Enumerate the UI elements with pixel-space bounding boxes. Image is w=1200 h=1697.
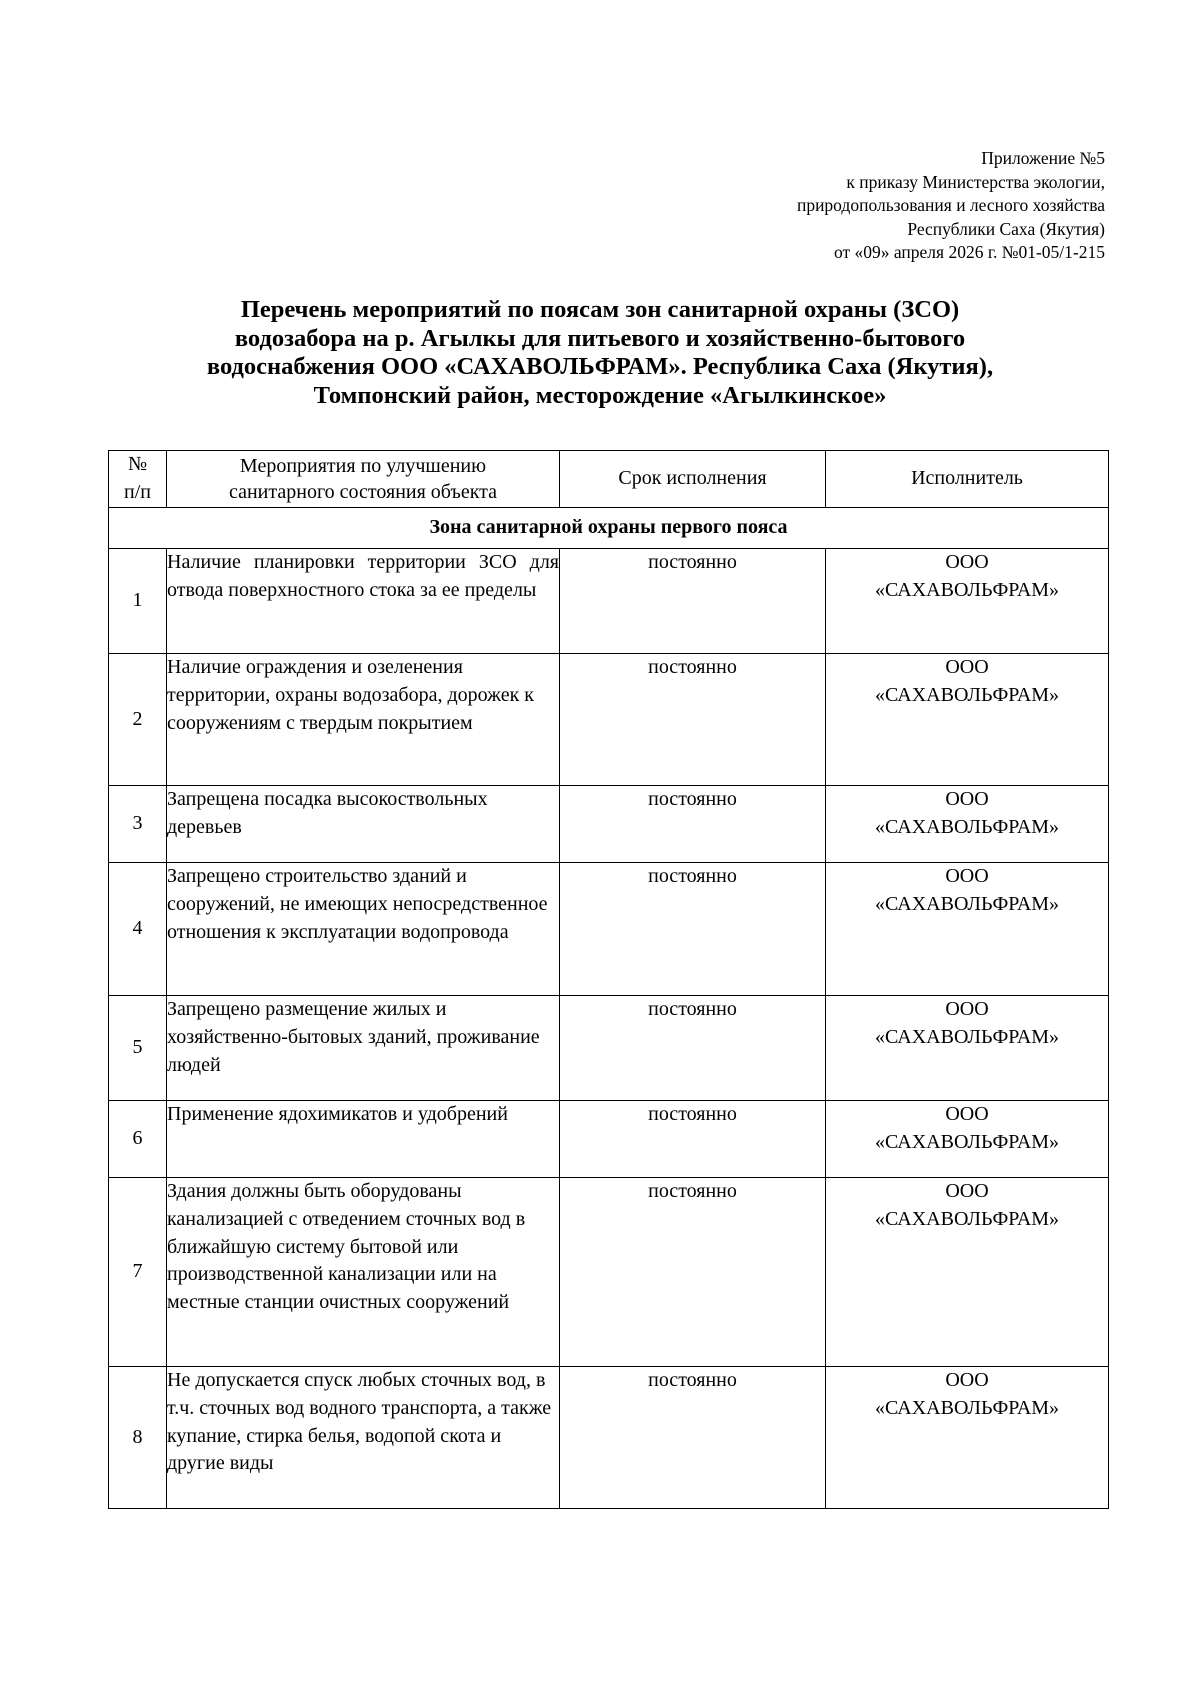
row-term: постоянно bbox=[560, 863, 826, 996]
row-number: 7 bbox=[109, 1178, 167, 1367]
row-executor: ООО «САХАВОЛЬФРАМ» bbox=[826, 786, 1109, 863]
zone-title: Зона санитарной охраны первого пояса bbox=[109, 508, 1109, 549]
table-row bbox=[109, 1101, 1109, 1178]
row-executor: ООО «САХАВОЛЬФРАМ» bbox=[826, 1367, 1109, 1509]
row-number: 8 bbox=[109, 1367, 167, 1509]
row-measure: Здания должны быть оборудованы канализацией с отведением сточных вод в ближайшую систему бытовой или производственной канализации или на местные станции очистных сооружений bbox=[167, 1178, 560, 1367]
header-num: № п/п bbox=[109, 451, 167, 508]
appendix-line: от «09» апреля 2026 г. №01-05/1-215 bbox=[833, 242, 1105, 262]
row-executor: ООО «САХАВОЛЬФРАМ» bbox=[826, 549, 1109, 654]
appendix-line: к приказу Министерства экологии, bbox=[846, 171, 1105, 192]
table-row bbox=[109, 1367, 1109, 1509]
table-row bbox=[109, 863, 1109, 996]
appendix-block bbox=[797, 147, 1105, 265]
row-number: 5 bbox=[109, 996, 167, 1101]
table-row bbox=[109, 786, 1109, 863]
row-term: постоянно bbox=[560, 996, 826, 1101]
row-number: 1 bbox=[109, 549, 167, 654]
row-executor: ООО «САХАВОЛЬФРАМ» bbox=[826, 863, 1109, 996]
appendix-line: Приложение №5 bbox=[981, 148, 1105, 168]
row-term: постоянно bbox=[560, 549, 826, 654]
row-measure: Не допускается спуск любых сточных вод, в т.ч. сточных вод водного транспорта, а также купание, стирка белья, водопой скота и другие виды bbox=[167, 1367, 560, 1509]
appendix-line: природопользования и лесного хозяйства bbox=[796, 195, 1105, 215]
row-term: постоянно bbox=[560, 1178, 826, 1367]
row-measure: Запрещено размещение жилых и хозяйственно-бытовых зданий, проживание людей bbox=[167, 996, 560, 1101]
table-row bbox=[109, 549, 1109, 654]
row-measure: Запрещено строительство зданий и сооружений, не имеющих непосредственное отношения к эксплуатации водопровода bbox=[167, 863, 560, 996]
row-measure: Запрещена посадка высокоствольных деревьев bbox=[167, 786, 560, 863]
title-line: Томпонский район, месторождение «Агылкинское» bbox=[313, 381, 887, 409]
title-line: водоснабжения ООО «САХАВОЛЬФРАМ». Республика Саха (Якутия), bbox=[206, 353, 994, 380]
row-measure: Применение ядохимикатов и удобрений bbox=[167, 1101, 560, 1178]
row-number: 3 bbox=[109, 786, 167, 863]
header-executor: Исполнитель bbox=[826, 451, 1109, 508]
header-term: Срок исполнения bbox=[560, 451, 826, 508]
row-number: 2 bbox=[109, 654, 167, 786]
row-term: постоянно bbox=[560, 1367, 826, 1509]
row-executor: ООО «САХАВОЛЬФРАМ» bbox=[826, 996, 1109, 1101]
table-row bbox=[109, 1178, 1109, 1367]
row-measure: Наличие планировки территории ЗСО для отвода поверхностного стока за ее пределы bbox=[167, 549, 560, 654]
document-title bbox=[100, 296, 1100, 410]
header-measure: Мероприятия по улучшению санитарного состояния объекта bbox=[167, 451, 560, 508]
zone-row bbox=[109, 508, 1109, 549]
table-row bbox=[109, 654, 1109, 786]
row-measure: Наличие ограждения и озеленения территории, охраны водозабора, дорожек к сооружениям с твердым покрытием bbox=[167, 654, 560, 786]
row-executor: ООО «САХАВОЛЬФРАМ» bbox=[826, 1178, 1109, 1367]
row-term: постоянно bbox=[560, 654, 826, 786]
row-executor: ООО «САХАВОЛЬФРАМ» bbox=[826, 654, 1109, 786]
row-term: постоянно bbox=[560, 786, 826, 863]
appendix-line: Республики Саха (Якутия) bbox=[907, 218, 1105, 239]
row-number: 4 bbox=[109, 863, 167, 996]
row-number: 6 bbox=[109, 1101, 167, 1178]
row-term: постоянно bbox=[560, 1101, 826, 1178]
title-line: водозабора на р. Агылкы для питьевого и хозяйственно-бытового bbox=[234, 324, 966, 352]
table-header-row bbox=[109, 451, 1109, 508]
row-executor: ООО «САХАВОЛЬФРАМ» bbox=[826, 1101, 1109, 1178]
title-line: Перечень мероприятий по поясам зон санитарной охраны (ЗСО) bbox=[240, 296, 960, 323]
table-row bbox=[109, 996, 1109, 1101]
measures-table bbox=[108, 450, 1109, 1509]
